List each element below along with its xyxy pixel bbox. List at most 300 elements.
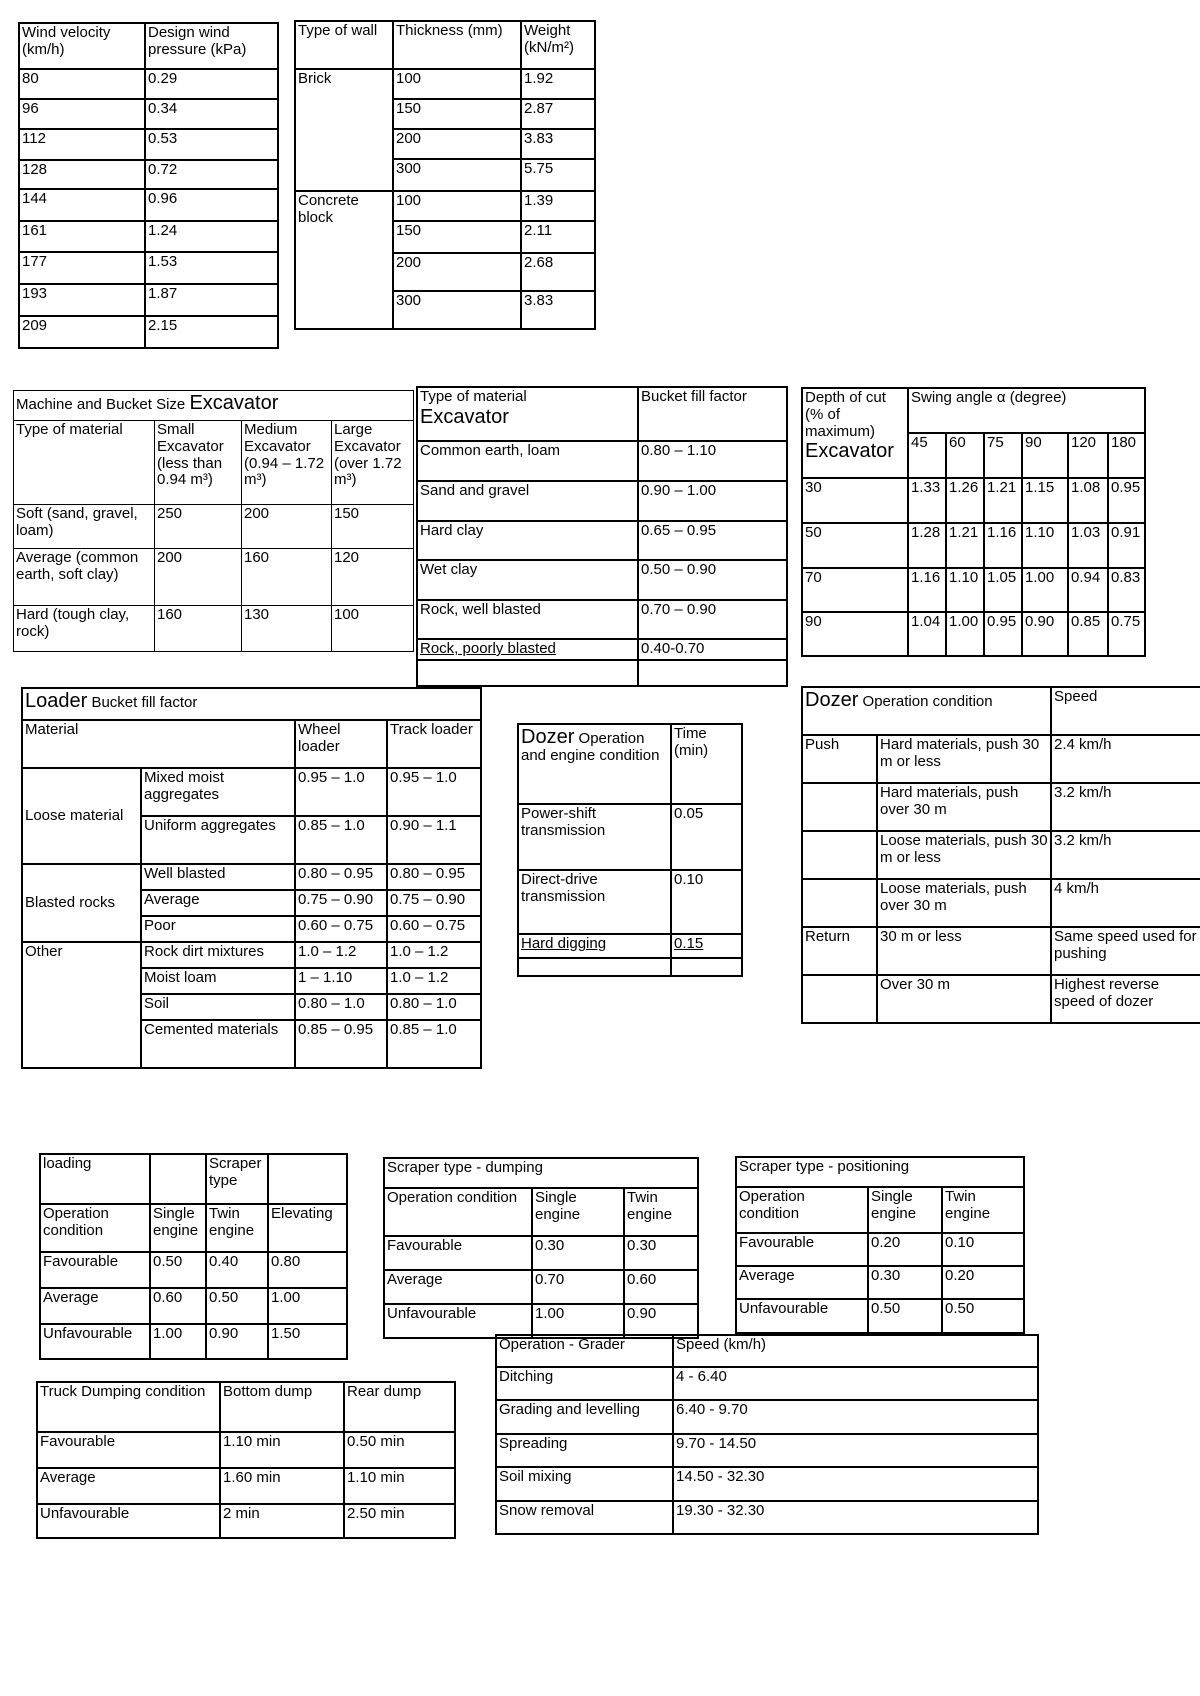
cell: Unfavourable xyxy=(736,1299,868,1333)
table-row xyxy=(802,523,1145,568)
empty-cell xyxy=(671,958,742,976)
cell: 1.00 xyxy=(946,612,984,656)
cell: 0.83 xyxy=(1108,568,1145,612)
cell: 19.30 - 32.30 xyxy=(673,1501,1038,1534)
header-cell: Twin engine xyxy=(942,1187,1024,1233)
table-row xyxy=(417,560,787,600)
table-row xyxy=(802,478,1145,523)
cell: 0.75 xyxy=(1108,612,1145,656)
cell: 1.50 xyxy=(268,1324,347,1359)
header-cell: Single engine xyxy=(150,1204,206,1252)
cell: 0.80 – 0.95 xyxy=(387,864,481,890)
cell: 1.03 xyxy=(1068,523,1108,568)
cell: Power-shift transmission xyxy=(518,804,671,870)
header-cell: Type of wall xyxy=(295,21,393,69)
cell: Loose materials, push 30 m or less xyxy=(877,831,1051,879)
scraper-loading-rows xyxy=(40,1252,347,1359)
header-cell: Wind velocity (km/h) xyxy=(19,23,145,69)
title-big: Excavator xyxy=(189,392,279,414)
header-big: Excavator xyxy=(805,440,894,463)
cell: Loose materials, push over 30 m xyxy=(877,879,1051,927)
title-small: Machine and Bucket Size xyxy=(16,396,186,413)
cell: 160 xyxy=(155,606,242,652)
cell: 3.2 km/h xyxy=(1051,831,1200,879)
table-row xyxy=(19,69,278,99)
cell: 0.60 xyxy=(150,1288,206,1324)
cell: 2.87 xyxy=(521,99,595,129)
dozer-speed-rows xyxy=(802,735,1200,1023)
header-big: Dozer xyxy=(805,689,859,711)
cell: Cemented materials xyxy=(141,1020,295,1068)
header-cell: Rear dump xyxy=(344,1382,455,1432)
cell: 0.80 – 1.10 xyxy=(638,441,787,481)
header-cell: Speed (km/h) xyxy=(673,1335,1038,1367)
table-row xyxy=(19,189,278,221)
cell: Rock, poorly blasted xyxy=(417,639,638,660)
cell: 250 xyxy=(155,505,242,549)
cell: 1.39 xyxy=(521,191,595,221)
table-row xyxy=(417,521,787,560)
cell: 0.65 – 0.95 xyxy=(638,521,787,560)
cell: 0.20 xyxy=(942,1266,1024,1299)
excavator-size-rows xyxy=(14,505,414,652)
cell: Hard clay xyxy=(417,521,638,560)
cell: 2.4 km/h xyxy=(1051,735,1200,783)
cell: 0.50 xyxy=(868,1299,942,1333)
cell: 90 xyxy=(802,612,908,656)
title-big: Loader xyxy=(25,690,88,712)
cell: 177 xyxy=(19,252,145,284)
cell: 200 xyxy=(242,505,332,549)
empty-cell xyxy=(518,958,671,976)
header-cell: Operation condition xyxy=(736,1187,868,1233)
table-row xyxy=(14,505,414,549)
dozer-speed-table xyxy=(801,686,1200,1024)
cell: 0.94 xyxy=(1068,568,1108,612)
table-row xyxy=(802,879,1200,927)
cell: 100 xyxy=(332,606,414,652)
cell: 1.28 xyxy=(908,523,946,568)
truck-rows xyxy=(37,1432,455,1538)
table-row xyxy=(736,1233,1024,1266)
cell: 0.80 – 1.0 xyxy=(295,994,387,1020)
cell: 0.05 xyxy=(671,804,742,870)
title-small: Bucket fill factor xyxy=(91,694,198,711)
header-cell xyxy=(802,388,908,478)
cell: 1.10 min xyxy=(344,1468,455,1504)
cell: 0.72 xyxy=(145,160,278,189)
table-row xyxy=(417,639,787,660)
cell: 1.21 xyxy=(946,523,984,568)
cell: 120 xyxy=(332,549,414,606)
cell: 1.04 xyxy=(908,612,946,656)
cell: 2 min xyxy=(220,1504,344,1538)
cell: 0.53 xyxy=(145,129,278,160)
cell: Soil mixing xyxy=(496,1467,673,1501)
cell: 2.50 min xyxy=(344,1504,455,1538)
cell: 96 xyxy=(19,99,145,129)
cell: 0.96 xyxy=(145,189,278,221)
header-cell xyxy=(518,724,671,804)
table-row xyxy=(37,1432,455,1468)
cell xyxy=(268,1154,347,1204)
cell: 200 xyxy=(155,549,242,606)
cell: 209 xyxy=(19,316,145,348)
cell: 80 xyxy=(19,69,145,99)
cell: Unfavourable xyxy=(384,1304,532,1338)
cell: Average xyxy=(384,1270,532,1304)
angle-header-cell: 75 xyxy=(984,433,1022,478)
table-row xyxy=(22,768,481,816)
cell: 0.29 xyxy=(145,69,278,99)
truck-dumping-table xyxy=(36,1381,456,1539)
scraper-dumping-table xyxy=(383,1157,699,1339)
header-big: Excavator xyxy=(420,405,509,428)
cell: 193 xyxy=(19,284,145,316)
cell: Favourable xyxy=(384,1236,532,1270)
table-row xyxy=(40,1288,347,1324)
header-big: Dozer xyxy=(521,726,575,748)
scraper-loading-table xyxy=(39,1153,348,1360)
cell: Same speed used for pushing xyxy=(1051,927,1200,975)
cell: Unfavourable xyxy=(40,1324,150,1359)
header-cell: Truck Dumping condition xyxy=(37,1382,220,1432)
cell: 1.10 xyxy=(946,568,984,612)
cell: 30 xyxy=(802,478,908,523)
group-label: Other xyxy=(22,942,141,1068)
header-cell: Weight (kN/m²) xyxy=(521,21,595,69)
cell: 0.90 – 1.1 xyxy=(387,816,481,864)
cell: Uniform aggregates xyxy=(141,816,295,864)
cell: 0.50 – 0.90 xyxy=(638,560,787,600)
header-cell: Thickness (mm) xyxy=(393,21,521,69)
cell: 0.20 xyxy=(868,1233,942,1266)
table-title xyxy=(14,391,414,421)
cell: 1.0 – 1.2 xyxy=(387,942,481,968)
cell: Highest reverse speed of dozer xyxy=(1051,975,1200,1023)
scraper-positioning-rows xyxy=(736,1233,1024,1333)
angle-header-cell: 60 xyxy=(946,433,984,478)
cell: 5.75 xyxy=(521,159,595,191)
wall-type-concrete: Concrete block xyxy=(295,191,393,329)
cell: 0.80 – 0.95 xyxy=(295,864,387,890)
cell xyxy=(150,1154,206,1204)
excavator-fill-table xyxy=(416,386,788,687)
cell: Grading and levelling xyxy=(496,1400,673,1434)
cell: 0.50 xyxy=(942,1299,1024,1333)
header-small: Type of material xyxy=(420,388,527,405)
table-row xyxy=(384,1270,698,1304)
cell: 0.40 xyxy=(206,1252,268,1288)
cell: 1.24 xyxy=(145,221,278,252)
table-row xyxy=(19,284,278,316)
cell: Rock dirt mixtures xyxy=(141,942,295,968)
cell: Average xyxy=(37,1468,220,1504)
header-cell: Operation condition xyxy=(40,1204,150,1252)
cell: Moist loam xyxy=(141,968,295,994)
cell: Wet clay xyxy=(417,560,638,600)
table-row xyxy=(496,1501,1038,1534)
header-cell: Bottom dump xyxy=(220,1382,344,1432)
cell: Favourable xyxy=(37,1432,220,1468)
cell: 0.30 xyxy=(624,1236,698,1270)
table-row xyxy=(802,783,1200,831)
cell: Average xyxy=(141,890,295,916)
cell: Unfavourable xyxy=(37,1504,220,1538)
table-row xyxy=(22,864,481,890)
table-row xyxy=(802,568,1145,612)
header-cell xyxy=(802,687,1051,735)
cell: 112 xyxy=(19,129,145,160)
cell: 1.10 xyxy=(1022,523,1068,568)
cell: Spreading xyxy=(496,1434,673,1467)
cell: Common earth, loam xyxy=(417,441,638,481)
cell: 1.10 min xyxy=(220,1432,344,1468)
cell: 160 xyxy=(242,549,332,606)
cell: 0.34 xyxy=(145,99,278,129)
cell: Soil xyxy=(141,994,295,1020)
cell: 0.80 xyxy=(268,1252,347,1288)
table-row xyxy=(496,1434,1038,1467)
cell: 0.91 xyxy=(1108,523,1145,568)
cell: Well blasted xyxy=(141,864,295,890)
table-row xyxy=(417,600,787,639)
table-title: Scraper type - positioning xyxy=(736,1157,1024,1187)
cell: 0.30 xyxy=(532,1236,624,1270)
cell: Hard digging xyxy=(518,934,671,958)
cell: 1.00 xyxy=(150,1324,206,1359)
table-row xyxy=(496,1367,1038,1400)
group-label: Loose material xyxy=(22,768,141,864)
cell: Push xyxy=(802,735,877,783)
cell: 0.90 xyxy=(206,1324,268,1359)
cell: 0.90 – 1.00 xyxy=(638,481,787,521)
table-row xyxy=(417,441,787,481)
cell: 0.30 xyxy=(868,1266,942,1299)
cell: 4 km/h xyxy=(1051,879,1200,927)
cell: 3.83 xyxy=(521,291,595,329)
table-row xyxy=(496,1400,1038,1434)
table-row xyxy=(802,735,1200,783)
cell: 1.87 xyxy=(145,284,278,316)
cell: Direct-drive transmission xyxy=(518,870,671,934)
cell: 1.16 xyxy=(908,568,946,612)
header-cell: Medium Excavator (0.94 – 1.72 m³) xyxy=(242,421,332,505)
cell: Average xyxy=(40,1288,150,1324)
cell: Rock, well blasted xyxy=(417,600,638,639)
swing-angle-table xyxy=(801,387,1146,657)
cell: 0.10 xyxy=(942,1233,1024,1266)
cell: 1.05 xyxy=(984,568,1022,612)
cell: 0.95 xyxy=(1108,478,1145,523)
table-title xyxy=(22,688,481,720)
cell: 4 - 6.40 xyxy=(673,1367,1038,1400)
table-row xyxy=(40,1324,347,1359)
cell: Hard (tough clay, rock) xyxy=(14,606,155,652)
table-row xyxy=(736,1266,1024,1299)
table-row xyxy=(37,1504,455,1538)
header-cell: Speed xyxy=(1051,687,1200,735)
cell: 30 m or less xyxy=(877,927,1051,975)
cell: 0.60 – 0.75 xyxy=(295,916,387,942)
loader-fill-table xyxy=(21,687,482,1069)
cell: 0.90 xyxy=(624,1304,698,1338)
group-label: Blasted rocks xyxy=(22,864,141,942)
table-row xyxy=(19,252,278,284)
cell: 100 xyxy=(393,191,521,221)
cell: 100 xyxy=(393,69,521,99)
swing-rows xyxy=(802,478,1145,656)
cell: Average xyxy=(736,1266,868,1299)
table-row xyxy=(736,1299,1024,1333)
cell: 1.08 xyxy=(1068,478,1108,523)
cell: 6.40 - 9.70 xyxy=(673,1400,1038,1434)
header-small: Operation condition xyxy=(862,693,993,710)
cell: Mixed moist aggregates xyxy=(141,768,295,816)
cell: 0.85 – 1.0 xyxy=(387,1020,481,1068)
cell: 200 xyxy=(393,253,521,291)
cell: 3.2 km/h xyxy=(1051,783,1200,831)
table-row xyxy=(37,1468,455,1504)
cell: 1.0 – 1.2 xyxy=(295,942,387,968)
table-row xyxy=(802,831,1200,879)
header-cell: Operation - Grader xyxy=(496,1335,673,1367)
table-title: Scraper type - dumping xyxy=(384,1158,698,1188)
angle-header-cell: 45 xyxy=(908,433,946,478)
header-cell: Design wind pressure (kPa) xyxy=(145,23,278,69)
cell: 0.70 – 0.90 xyxy=(638,600,787,639)
cell: Over 30 m xyxy=(877,975,1051,1023)
header-cell: Single engine xyxy=(868,1187,942,1233)
scraper-dumping-rows xyxy=(384,1236,698,1338)
angle-header-cell: 90 xyxy=(1022,433,1068,478)
cell: 1.15 xyxy=(1022,478,1068,523)
header-small: Operation and engine condition xyxy=(521,730,660,765)
table-row xyxy=(40,1252,347,1288)
table-row xyxy=(384,1236,698,1270)
table-row xyxy=(802,612,1145,656)
wind-rows xyxy=(19,69,278,348)
cell: 0.40-0.70 xyxy=(638,639,787,660)
header-cell: Swing angle α (degree) xyxy=(908,388,1145,433)
cell: 150 xyxy=(393,221,521,253)
table-row xyxy=(19,160,278,189)
cell: 150 xyxy=(393,99,521,129)
header-cell: Wheel loader xyxy=(295,720,387,768)
cell: loading xyxy=(40,1154,150,1204)
cell: 1.92 xyxy=(521,69,595,99)
empty-cell xyxy=(638,660,787,686)
cell: Hard materials, push 30 m or less xyxy=(877,735,1051,783)
excavator-fill-rows xyxy=(417,441,787,660)
excavator-size-table xyxy=(13,390,414,652)
cell xyxy=(802,879,877,927)
cell: Ditching xyxy=(496,1367,673,1400)
cell: 0.95 – 1.0 xyxy=(387,768,481,816)
header-cell: Twin engine xyxy=(206,1204,268,1252)
cell: 300 xyxy=(393,291,521,329)
cell: 0.50 min xyxy=(344,1432,455,1468)
cell: Scraper type xyxy=(206,1154,268,1204)
header-cell xyxy=(417,387,638,441)
scraper-positioning-table xyxy=(735,1156,1025,1334)
cell: Hard materials, push over 30 m xyxy=(877,783,1051,831)
cell: Snow removal xyxy=(496,1501,673,1534)
wind-pressure-table xyxy=(18,22,279,349)
cell xyxy=(802,783,877,831)
cell: 0.95 – 1.0 xyxy=(295,768,387,816)
table-row xyxy=(496,1467,1038,1501)
table-row xyxy=(19,221,278,252)
header-cell: Bucket fill factor xyxy=(638,387,787,441)
cell: 0.15 xyxy=(671,934,742,958)
header-cell: Twin engine xyxy=(624,1188,698,1236)
cell: Favourable xyxy=(736,1233,868,1266)
header-cell: Single engine xyxy=(532,1188,624,1236)
cell: 150 xyxy=(332,505,414,549)
cell: 0.50 xyxy=(206,1288,268,1324)
cell: 0.10 xyxy=(671,870,742,934)
cell: 0.80 – 1.0 xyxy=(387,994,481,1020)
header-cell: Large Excavator (over 1.72 m³) xyxy=(332,421,414,505)
cell: 1.00 xyxy=(532,1304,624,1338)
cell xyxy=(802,831,877,879)
angle-header-cell: 180 xyxy=(1108,433,1145,478)
cell: 300 xyxy=(393,159,521,191)
cell: 200 xyxy=(393,129,521,159)
cell: 128 xyxy=(19,160,145,189)
cell: 1.0 – 1.2 xyxy=(387,968,481,994)
cell: 0.60 – 0.75 xyxy=(387,916,481,942)
header-cell: Material xyxy=(22,720,295,768)
cell: 14.50 - 32.30 xyxy=(673,1467,1038,1501)
table-row xyxy=(19,316,278,348)
cell: Return xyxy=(802,927,877,975)
cell: 3.83 xyxy=(521,129,595,159)
cell: 1.26 xyxy=(946,478,984,523)
cell: 2.11 xyxy=(521,221,595,253)
cell: Sand and gravel xyxy=(417,481,638,521)
cell: 0.50 xyxy=(150,1252,206,1288)
header-cell: Small Excavator (less than 0.94 m³) xyxy=(155,421,242,505)
loader-rows xyxy=(22,768,481,1068)
empty-cell xyxy=(417,660,638,686)
cell: 1.00 xyxy=(1022,568,1068,612)
header-cell: Elevating xyxy=(268,1204,347,1252)
cell: 0.90 xyxy=(1022,612,1068,656)
cell: 0.75 – 0.90 xyxy=(387,890,481,916)
cell: Soft (sand, gravel, loam) xyxy=(14,505,155,549)
cell: 50 xyxy=(802,523,908,568)
cell: 0.85 – 0.95 xyxy=(295,1020,387,1068)
cell: Poor xyxy=(141,916,295,942)
table-row xyxy=(19,99,278,129)
table-row xyxy=(14,606,414,652)
cell: 161 xyxy=(19,221,145,252)
cell: 70 xyxy=(802,568,908,612)
header-cell: Type of material xyxy=(14,421,155,505)
cell xyxy=(802,975,877,1023)
cell: 9.70 - 14.50 xyxy=(673,1434,1038,1467)
table-row xyxy=(22,942,481,968)
cell: 1.16 xyxy=(984,523,1022,568)
cell: 2.68 xyxy=(521,253,595,291)
wall-weight-table xyxy=(294,20,596,330)
grader-rows xyxy=(496,1367,1038,1534)
cell: 1 – 1.10 xyxy=(295,968,387,994)
cell: Average (common earth, soft clay) xyxy=(14,549,155,606)
cell: 0.95 xyxy=(984,612,1022,656)
